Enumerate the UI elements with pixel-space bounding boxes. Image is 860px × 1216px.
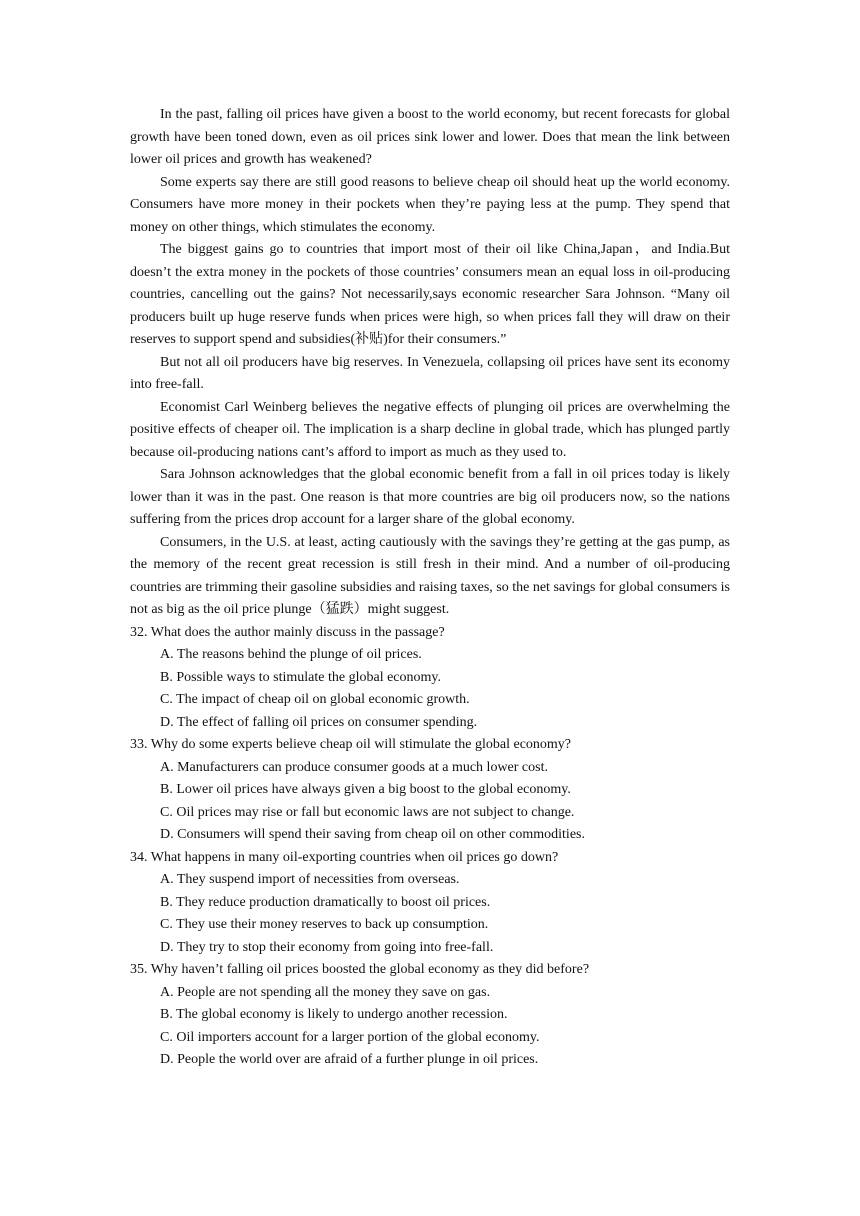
question-stem: 33. Why do some experts believe cheap oil will stimulate the global economy? [130, 737, 572, 752]
passage-paragraph: Some experts say there are still good reasons to believe cheap oil should heat up the world economy. Consumers have more money in their pockets when they’re paying less at the pump. They spend that money on other things, which stimulates the economy. [130, 174, 730, 235]
answer-option-c: C. Oil prices may rise or fall but economic laws are not subject to change. [160, 804, 575, 820]
question-stem: 34. What happens in many oil-exporting countries when oil prices go down? [130, 849, 559, 865]
passage-paragraph: Sara Johnson acknowledges that the global economic benefit from a fall in oil prices today is likely lower than it was in the past. One reason is that more countries are big oil producers now, so the nations suffering from the prices drop account for a larger share of the global economy. [130, 467, 730, 527]
question-32 [130, 622, 730, 735]
answer-option-a: A. The reasons behind the plunge of oil prices. [160, 647, 422, 662]
passage-paragraph: Economist Carl Weinberg believes the negative effects of plunging oil prices are overwhelming the positive effects of cheaper oil. The implication is a sharp decline in global trade, which has plunged partly because oil-producing nations cant’s afford to import as much as they used to. [130, 399, 730, 460]
answer-option-d: D. The effect of falling oil prices on consumer spending. [160, 714, 478, 730]
question-33 [130, 734, 730, 847]
question-stem: 32. What does the author mainly discuss in the passage? [130, 624, 445, 640]
answer-option-b: B. Lower oil prices have always given a big boost to the global economy. [160, 782, 571, 797]
answer-options [130, 869, 730, 959]
answer-option-d: D. They try to stop their economy from going into free-fall. [160, 939, 494, 955]
answer-option-d: D. People the world over are afraid of a further plunge in oil prices. [160, 1052, 539, 1067]
passage-paragraph: Consumers, in the U.S. at least, acting cautiously with the savings they’re getting at the gas pump, as the memory of the recent great recession is still fresh in their mind. And a number of oil-producing countries are trimming their gasoline subsidies and raising taxes, so the net savings for global consumers is not as big as the oil price plunge（猛跌）might suggest. [130, 534, 730, 617]
answer-option-b: B. The global economy is likely to undergo another recession. [160, 1007, 508, 1022]
answer-option-c: C. Oil importers account for a larger portion of the global economy. [160, 1029, 540, 1045]
answer-option-d: D. Consumers will spend their saving from cheap oil on other commodities. [160, 827, 585, 842]
reading-passage [130, 104, 730, 622]
answer-option-a: A. People are not spending all the money they save on gas. [160, 984, 491, 1000]
answer-option-b: B. They reduce production dramatically to boost oil prices. [160, 894, 491, 910]
answer-option-c: C. The impact of cheap oil on global economic growth. [160, 692, 470, 707]
answer-option-b: B. Possible ways to stimulate the global economy. [160, 669, 442, 685]
answer-option-c: C. They use their money reserves to back up consumption. [160, 917, 489, 932]
question-34 [130, 847, 730, 960]
question-stem: 35. Why haven’t falling oil prices boosted the global economy as they did before? [130, 962, 590, 977]
question-list [130, 622, 730, 1072]
question-35 [130, 959, 730, 1072]
answer-options [130, 644, 730, 734]
passage-paragraph: The biggest gains go to countries that import most of their oil like China,Japan，and India.But doesn’t the extra money in the pockets of those countries’ consumers mean an equal loss in oil-producing countries, cancelling out the gains? Not necessarily,says economic researcher Sara Johnson. “Many oil producers built up huge reserve funds when prices were high, so when prices fall they will draw on their reserves to support spend and subsidies(补贴)for their consumers.” [130, 242, 730, 347]
answer-option-a: A. They suspend import of necessities from overseas. [160, 872, 460, 887]
answer-option-a: A. Manufacturers can produce consumer goods at a much lower cost. [160, 759, 548, 775]
passage-paragraph: In the past, falling oil prices have given a boost to the world economy, but recent forecasts for global growth have been toned down, even as oil prices sink lower and lower. Does that mean the link between lower oil prices and growth has weakened? [130, 107, 730, 167]
answer-options [130, 982, 730, 1072]
document-content [130, 104, 730, 1072]
answer-options [130, 757, 730, 847]
passage-paragraph: But not all oil producers have big reserves. In Venezuela, collapsing oil prices have sent its economy into free-fall. [130, 354, 730, 392]
